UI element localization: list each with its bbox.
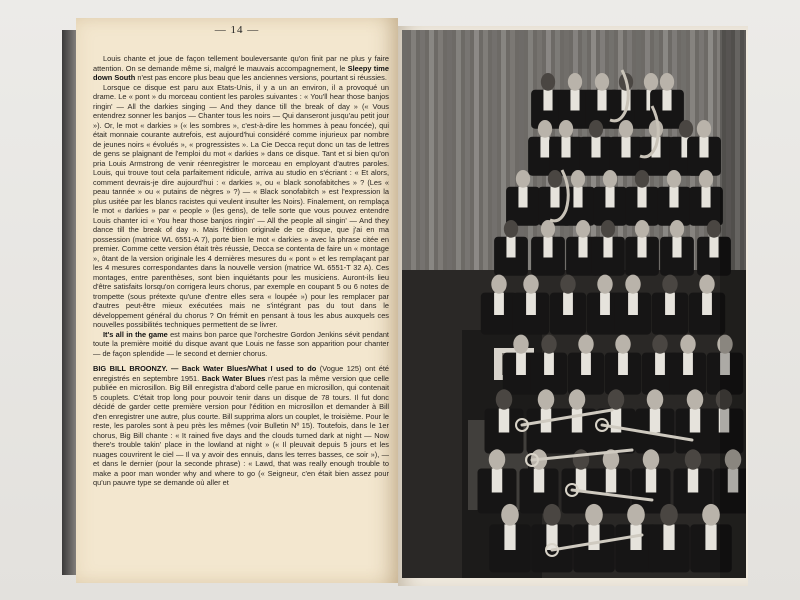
paragraph-p2 — [93, 83, 389, 330]
band-photograph-image — [402, 30, 746, 578]
musician-shirt — [605, 187, 614, 208]
musician-shirt — [573, 187, 582, 208]
musician-head — [702, 504, 720, 526]
musician-head — [573, 449, 590, 469]
text-run: n'est pas encore plus beau que les anciennes versions, pourtant si réussies. — [135, 73, 387, 82]
musician-head — [541, 220, 555, 238]
paragraph-p1 — [93, 54, 389, 83]
musician-shirt — [688, 469, 699, 493]
musician-head — [548, 170, 562, 188]
musician-head — [541, 73, 555, 91]
musician-head — [627, 504, 645, 526]
bold-title: It's all in the game — [103, 329, 168, 339]
musician-shirt — [563, 293, 573, 315]
musician-head — [652, 335, 667, 354]
musician-head — [667, 170, 681, 188]
musician-head — [649, 120, 663, 138]
musician-shirt — [669, 187, 678, 208]
article-text — [93, 54, 389, 574]
text-run: est mains bon parce que l'orchestre Gordon Jenkins sévit pendant toute la première moitié du disque avant que Louis ne fasse son apparition pour chanter — de façon splendide — le second et dernier chorus. — [93, 329, 389, 358]
bold-title: BIG BILL BROONZY. — Back Water Blues/What I used to do — [93, 364, 317, 373]
musician-head — [541, 335, 556, 354]
musician-head — [560, 275, 575, 294]
musician-head — [670, 220, 684, 238]
musician-head — [647, 389, 664, 409]
musician-head — [496, 389, 513, 409]
musician-head — [608, 389, 625, 409]
musician-head — [559, 120, 573, 138]
musician-head — [501, 504, 519, 526]
musician-shirt — [621, 137, 630, 158]
musician-head — [615, 335, 630, 354]
musician-shirt — [581, 353, 591, 375]
musician-head — [601, 220, 615, 238]
musician-shirt — [526, 293, 536, 315]
musician-head — [685, 449, 702, 469]
musician-shirt — [690, 409, 701, 433]
musician-head — [568, 73, 582, 91]
musician-head — [687, 389, 704, 409]
musician-shirt — [506, 237, 515, 258]
text-run: n'est pas la même version que celle publiée en microsillon. Big Bill enregistra d'abord celle parue en microsillon, qui contenait 5 couplets. C'était trop long pour pouvoir tenir dans un disque de 78 tours. Il fut donc décidé de garder cette première version pour l'édition en microsillon et demander à Bill d'en enregistrer une autre, plus courte. Bill supprima alors un couplet, le troisième. Pour le reste, les paroles sont à peu près les mêmes (voir Bulletin Nº 15). Toutefois, dans le 1er chorus, Big Bill chante : « It rained five days and the clouds turned dark at night — Now there's trouble takin' place in the lowland at night » (« Il pleuvait depuis 5 jours et les nuages couvrirent le ciel — Il va y avoir des ennuis, dans les terres basses, ce soir »), — et dans le dernier (pour la seconde phrase) : « Lawd, that was really enough trouble to make a poor man wonder why and where to go (« Seigneur, c'en était bien assez pour qu'un pauvre type se demande où aller et — [93, 373, 389, 487]
musician-shirt — [672, 237, 681, 258]
musician-shirt — [637, 187, 646, 208]
musician-shirt — [603, 237, 612, 258]
musician-shirt — [504, 524, 515, 550]
photo-edge-shadow — [720, 30, 746, 578]
musician-shirt — [494, 293, 504, 315]
musician-head — [578, 335, 593, 354]
musician-shirt — [492, 469, 503, 493]
musician-head — [707, 220, 721, 238]
musician-shirt — [540, 137, 549, 158]
musician-head — [680, 335, 695, 354]
musician-shirt — [588, 524, 599, 550]
text-run: Lorsque ce disque est paru aux Etats-Unis, il y a un an environ, il a provoqué un drame. Le « pont » du morceau contient les paroles suivantes : « You'll hear those banjos ringin' — All the darkies singing — And they dance till the break of day » (« Vous entendrez sonner les banjos — Chanter tous les noirs — Qui danseront jusqu'au petit jour »). Or, le mot « darkies » (« les sombres », c'est-à-dire les hommes à peau foncée), qui était monnaie courante autrefois, est aujourd'hui considéré comme injurieux par nombre de jeunes noirs « évolués », « progressistes ». La Cie Decca reçut donc un tas de lettres de gens se plaignant de l'emploi du mot « darkies » dans ce disque. Tant et si bien qu'on pria Louis Armstrong de venir réenregistrer le morceau en employant d'autres paroles. Louis, qui trouve tout cela parfaitement ridicule, arriva au studio en s'écriant : « Et alors, comment devrais-je dire aujourd'hui : « darkies », ou « black sonofabitches » ? (Les « peau tannée » ou « putains de nègres » ?) — « Black sonofabitch » est l'expression la plus usitée par les blancs racistes qui veulent insulter les Noirs). Finalement, on remplaça le mot « darkies » par « people » (les gens), de telle sorte que vous pouvez entendre Louis chanter ici « You hear those banjos ringin' — All the people all singin' — And they dance till the break of day ». Mais l'édition originale de ce disque, que j'ai en ma possession (matrice WL 6551-A 7), porte bien le mot « darkies » avec la phrase citée en premier. Comme cette version était très réussie, Decca se contenta de faire un « montage », ôtant de la version originale les 4 dernières mesures du « pont » et les remplaçant par les 4 mesures correspondantes dans la nouvelle version (matrice WL 6551-T 32 A). Ces montages, entre parenthèses, sont bien inquiétants pour les musiciens. Auront-ils lieu d'être satisfaits lorsqu'on corrigera leurs chorus, par exemple en coupant 5 ou 6 notes de trompette (sous prétexte qu'une d'entre elles sera « loupée ») pour les remplacer par d'autres peut-être mieux exécutées mais ne s'intégrant pas du tout dans le développement général du chorus ? On frémit en pensant à tous les abus auxquels ces nouvelles possibilités techniques permettent de se livrer. — [93, 82, 389, 329]
musician-head — [635, 220, 649, 238]
musician-head — [491, 275, 506, 294]
musician-shirt — [516, 353, 526, 375]
musician-head — [576, 220, 590, 238]
musician-shirt — [702, 293, 712, 315]
musician-shirt — [618, 353, 628, 375]
bold-title: Back Water Blues — [201, 373, 266, 383]
musician-shirt — [572, 409, 583, 433]
musician-head — [597, 275, 612, 294]
band-photograph — [402, 30, 746, 578]
musician-shirt — [705, 524, 716, 550]
musician-shirt — [699, 137, 708, 158]
musician-head — [699, 170, 713, 188]
paragraph-p3 — [93, 330, 389, 359]
left-page — [76, 18, 398, 583]
musician-head — [699, 275, 714, 294]
musician-shirt — [650, 409, 661, 433]
paragraph-p4 — [93, 364, 389, 488]
musician-head — [538, 389, 555, 409]
musician-shirt — [561, 137, 570, 158]
text-run: (Vogue 125) ont été enregistrés en septembre 1951. — [93, 364, 389, 383]
musician-head — [595, 73, 609, 91]
musician-head — [635, 170, 649, 188]
musician-shirt — [543, 237, 552, 258]
bold-title: Sleepy time down South — [93, 63, 389, 82]
musician-head — [625, 275, 640, 294]
musician-shirt — [544, 353, 554, 375]
musician-head — [643, 449, 660, 469]
musician-shirt — [597, 90, 606, 111]
musician-head — [619, 120, 633, 138]
musician-shirt — [570, 90, 579, 111]
musician-head — [585, 504, 603, 526]
musician-shirt — [606, 469, 617, 493]
musician-head — [662, 275, 677, 294]
musician-head — [660, 504, 678, 526]
musician-head — [516, 170, 530, 188]
musician-shirt — [646, 469, 657, 493]
musician-head — [679, 120, 693, 138]
musician-shirt — [665, 293, 675, 315]
musician-shirt — [628, 293, 638, 315]
musician-shirt — [499, 409, 510, 433]
musician-shirt — [683, 353, 693, 375]
musician-head — [589, 120, 603, 138]
musician-shirt — [591, 137, 600, 158]
musician-head — [569, 389, 586, 409]
page-number: — 14 — — [214, 24, 260, 36]
musician-head — [513, 335, 528, 354]
musician-shirt — [662, 90, 671, 111]
musician-head — [523, 275, 538, 294]
musician-shirt — [701, 187, 710, 208]
musician-shirt — [543, 90, 552, 111]
text-run: Louis chante et joue de façon tellement bouleversante qu'on finit par ne plus y faire attention. On se demande même si, malgré le mauvais accompagnement, le — [93, 54, 389, 73]
musician-shirt — [518, 187, 527, 208]
musician-head — [660, 73, 674, 91]
musician-shirt — [578, 237, 587, 258]
musician-shirt — [534, 469, 545, 493]
musician-head — [489, 449, 506, 469]
musician-shirt — [663, 524, 674, 550]
musician-head — [504, 220, 518, 238]
musician-shirt — [709, 237, 718, 258]
musician-head — [697, 120, 711, 138]
musician-shirt — [655, 353, 665, 375]
musician-head — [538, 120, 552, 138]
musician-head — [603, 170, 617, 188]
musician-head — [543, 504, 561, 526]
musician-shirt — [637, 237, 646, 258]
musician-shirt — [600, 293, 610, 315]
musician-head — [571, 170, 585, 188]
musician-head — [644, 73, 658, 91]
musician-shirt — [550, 187, 559, 208]
